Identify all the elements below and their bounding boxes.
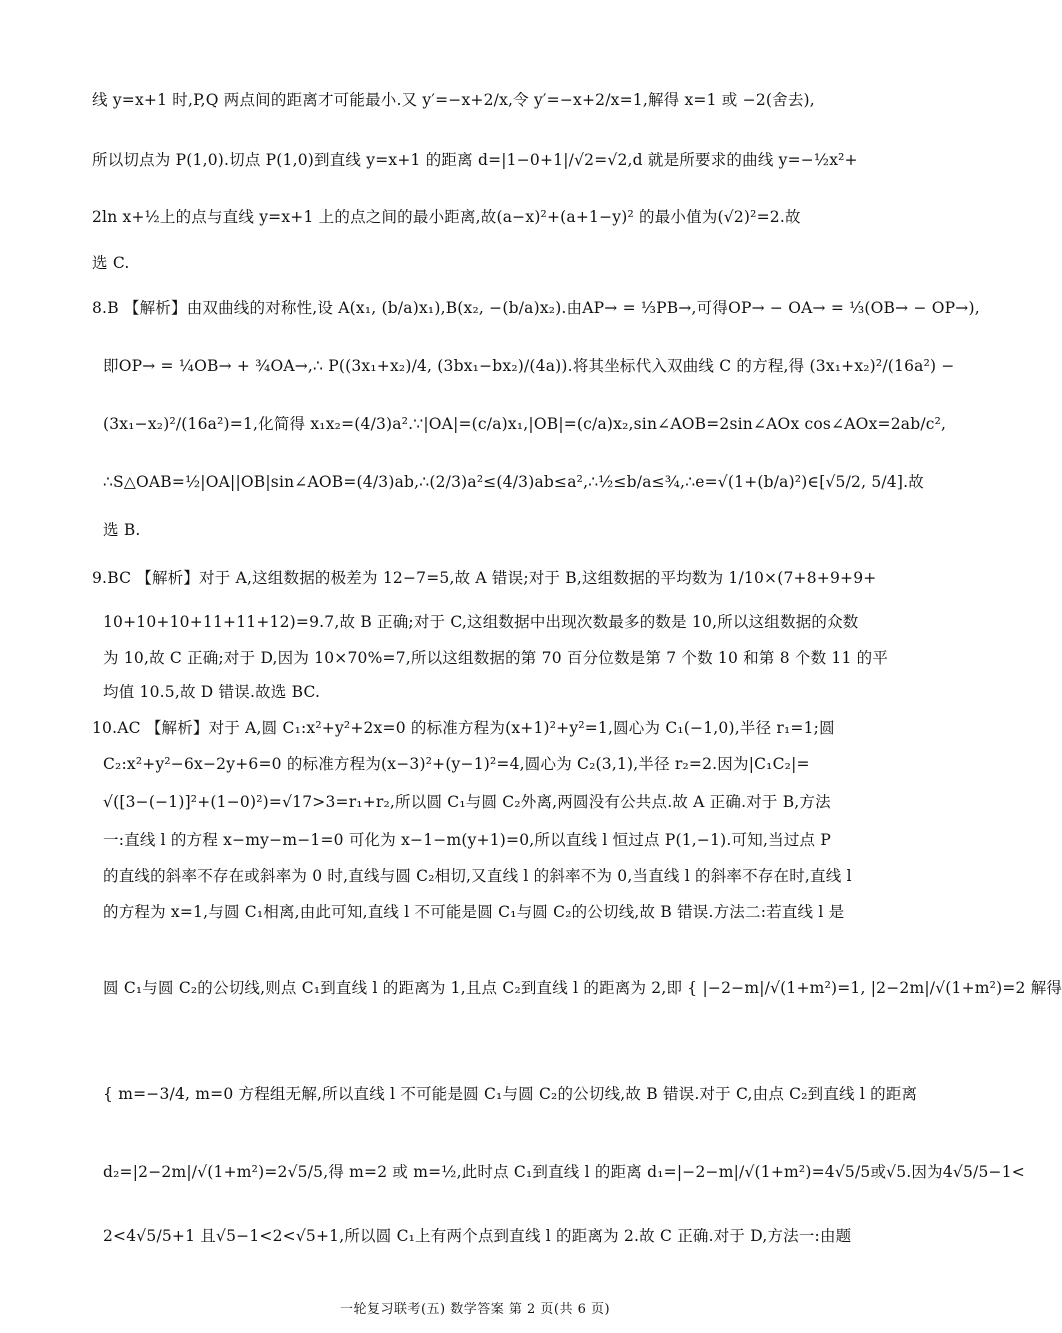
text-line: √([3−(−1)]²+(1−0)²)=√17>3=r₁+r₂,所以圆 C₁与圆 C₂外离,两圆没有公共点.故 A 正确.对于 B,方法 <box>103 793 831 811</box>
answer-9-line: 9.BC 【解析】对于 A,这组数据的极差为 12−7=5,故 A 错误;对于 B,这组数据的平均数为 1/10×(7+8+9+9+ <box>92 569 877 587</box>
text-line: 选 C. <box>92 254 130 272</box>
text-line: 即OP→ = ¼OB→ + ¾OA→,∴ P((3x₁+x₂)/4, (3bx₁−bx₂)/(4a)).将其坐标代入双曲线 C 的方程,得 (3x₁+x₂)²/(16a²) − <box>103 357 955 375</box>
text-line: 为 10,故 C 正确;对于 D,因为 10×70%=7,所以这组数据的第 70 百分位数是第 7 个数 10 和第 8 个数 11 的平 <box>103 649 889 667</box>
answer-10-line: 10.AC 【解析】对于 A,圆 C₁:x²+y²+2x=0 的标准方程为(x+1)²+y²=1,圆心为 C₁(−1,0),半径 r₁=1;圆 <box>92 719 835 737</box>
text-line: (3x₁−x₂)²/(16a²)=1,化简得 x₁x₂=(4/3)a².∵|OA|=(c/a)x₁,|OB|=(c/a)x₂,sin∠AOB=2sin∠AOx cos∠AOx=2ab/c², <box>103 415 947 433</box>
text-line: 圆 C₁与圆 C₂的公切线,则点 C₁到直线 l 的距离为 1,且点 C₂到直线 l 的距离为 2,即 { |−2−m|/√(1+m²)=1, |2−2m|/√(1+m²)=2 解得 <box>103 979 1062 997</box>
text-line: ∴S△OAB=½|OA||OB|sin∠AOB=(4/3)ab,∴(2/3)a²≤(4/3)ab≤a²,∴½≤b/a≤¾,∴e=√(1+(b/a)²)∈[√5/2, 5/4].故 <box>103 473 924 491</box>
text-line: 的直线的斜率不存在或斜率为 0 时,直线与圆 C₂相切,又直线 l 的斜率不为 0,当直线 l 的斜率不存在时,直线 l <box>103 867 852 885</box>
answer-8-line: 8.B 【解析】由双曲线的对称性,设 A(x₁, (b/a)x₁),B(x₂, −(b/a)x₂).由AP→ = ⅓PB→,可得OP→ − OA→ = ⅓(OB→ − OP→), <box>92 299 980 317</box>
text-line: 均值 10.5,故 D 错误.故选 BC. <box>103 683 321 701</box>
text-line: 2<4√5/5+1 且√5−1<2<√5+1,所以圆 C₁上有两个点到直线 l 的距离为 2.故 C 正确.对于 D,方法一:由题 <box>103 1227 852 1245</box>
text-line: 一:直线 l 的方程 x−my−m−1=0 可化为 x−1−m(y+1)=0,所以直线 l 恒过点 P(1,−1).可知,当过点 P <box>103 831 831 849</box>
text-line: 所以切点为 P(1,0).切点 P(1,0)到直线 y=x+1 的距离 d=|1−0+1|/√2=√2,d 就是所要求的曲线 y=−½x²+ <box>92 151 858 169</box>
text-line: 选 B. <box>103 521 141 539</box>
text-line: 10+10+10+11+11+12)=9.7,故 B 正确;对于 C,这组数据中出现次数最多的数是 10,所以这组数据的众数 <box>103 613 859 631</box>
text-line: 线 y=x+1 时,P,Q 两点间的距离才可能最小.又 y′=−x+2/x,令 y′=−x+2/x=1,解得 x=1 或 −2(舍去), <box>92 91 815 109</box>
text-line: d₂=|2−2m|/√(1+m²)=2√5/5,得 m=2 或 m=½,此时点 C₁到直线 l 的距离 d₁=|−2−m|/√(1+m²)=4√5/5或√5.因为4√5/5−1< <box>103 1163 1025 1181</box>
text-line: 2ln x+½上的点与直线 y=x+1 上的点之间的最小距离,故(a−x)²+(a+1−y)² 的最小值为(√2)²=2.故 <box>92 208 801 226</box>
page-footer: 一轮复习联考(五) 数学答案 第 2 页(共 6 页) <box>339 1302 611 1317</box>
text-line: C₂:x²+y²−6x−2y+6=0 的标准方程为(x−3)²+(y−1)²=4,圆心为 C₂(3,1),半径 r₂=2.因为|C₁C₂|= <box>103 755 810 773</box>
text-line: 的方程为 x=1,与圆 C₁相离,由此可知,直线 l 不可能是圆 C₁与圆 C₂的公切线,故 B 错误.方法二:若直线 l 是 <box>103 903 845 921</box>
text-line: { m=−3/4, m=0 方程组无解,所以直线 l 不可能是圆 C₁与圆 C₂的公切线,故 B 错误.对于 C,由点 C₂到直线 l 的距离 <box>103 1085 918 1103</box>
